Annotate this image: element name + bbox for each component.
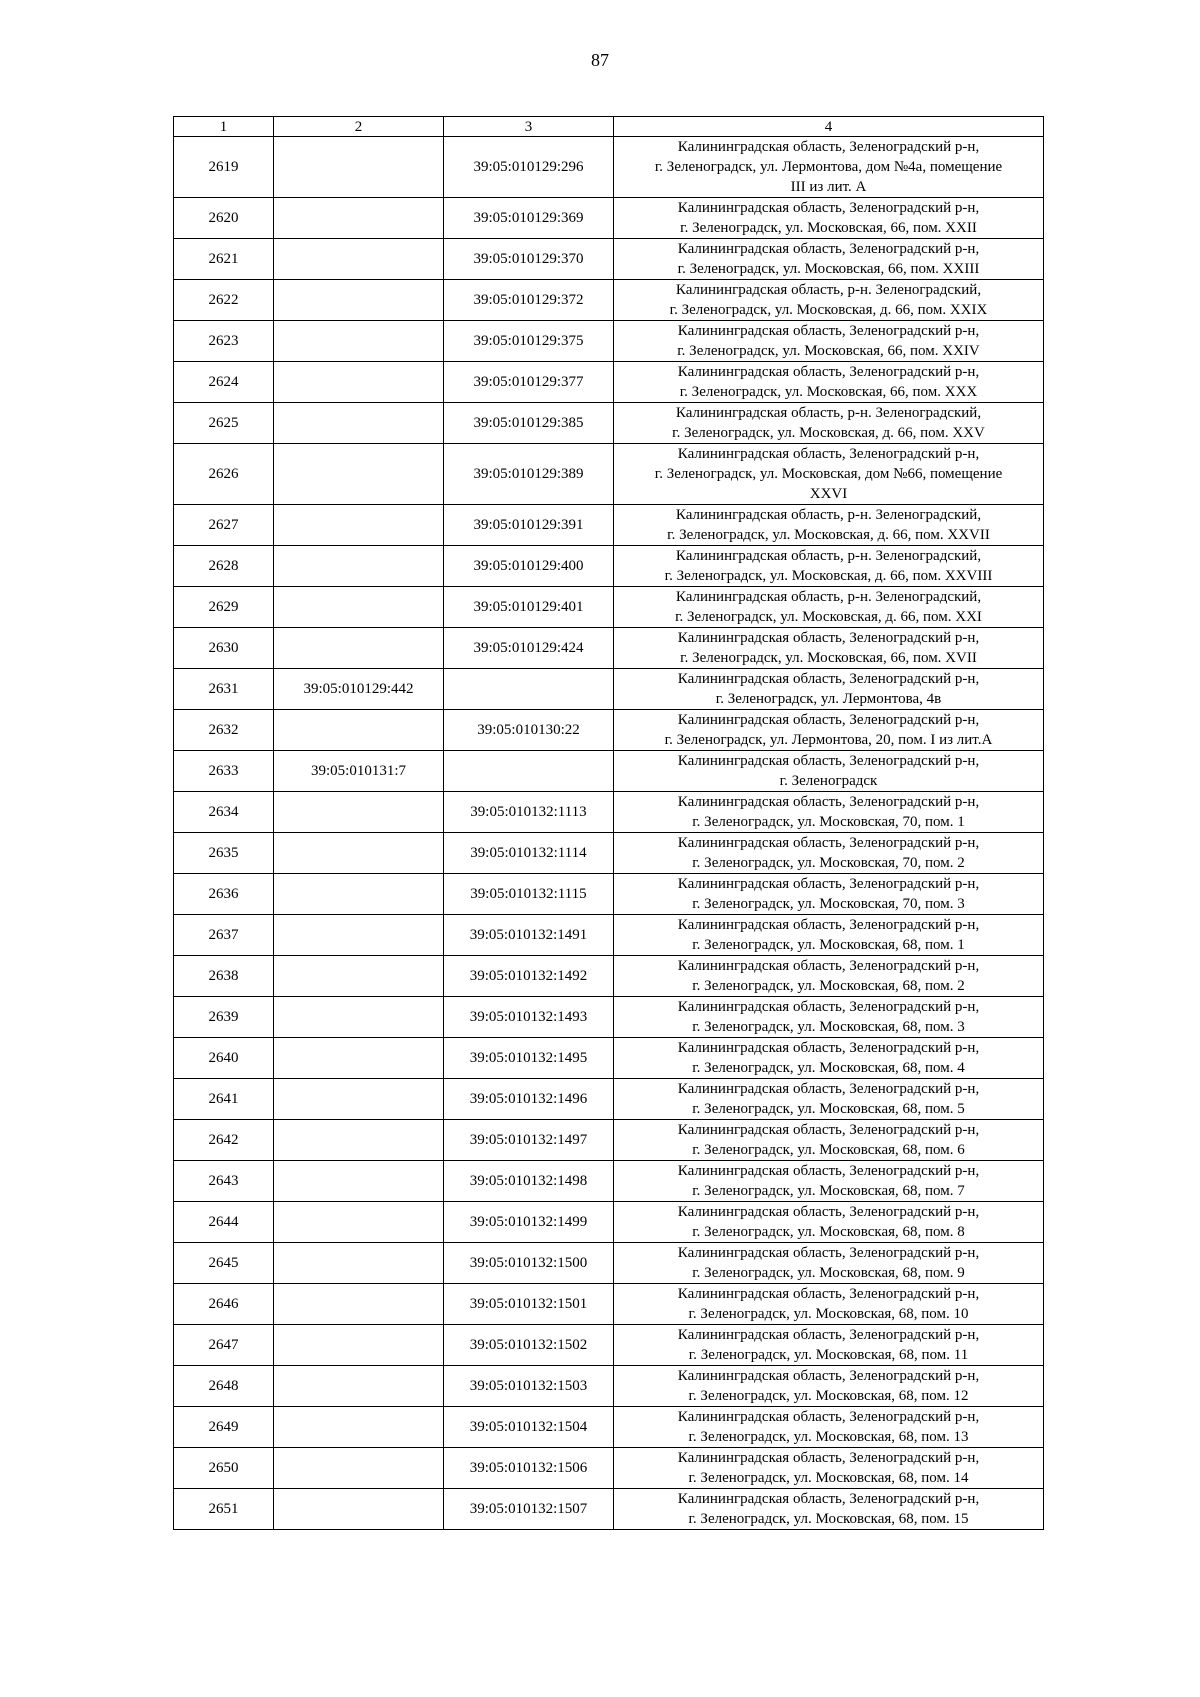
column-header-1: 1: [174, 117, 274, 137]
table-row: [174, 587, 1044, 628]
address-line: Калининградская область, Зеленоградский р-н,: [677, 1245, 980, 1261]
cadastral-number-cell: [274, 792, 444, 833]
address-line: г. Зеленоградск, ул. Московская, 68, пом. 4: [692, 1060, 965, 1076]
address-line: г. Зеленоградск, ул. Московская, д. 66, пом. XXVII: [667, 527, 990, 543]
address-cell: [614, 1079, 1044, 1120]
address-line: Калининградская область, Зеленоградский р-н,: [677, 446, 980, 462]
address-cell: [614, 1407, 1044, 1448]
row-number-cell: 2650: [174, 1448, 274, 1489]
address-line: Калининградская область, Зеленоградский р-н,: [677, 1409, 980, 1425]
table-row: [174, 1366, 1044, 1407]
cadastral-number-cell: 39:05:010132:1495: [444, 1038, 614, 1079]
cadastral-number-cell: 39:05:010129:377: [444, 362, 614, 403]
address-line: Калининградская область, Зеленоградский р-н,: [677, 630, 980, 646]
table-row: [174, 505, 1044, 546]
row-number-cell: 2637: [174, 915, 274, 956]
cadastral-number-cell: 39:05:010132:1503: [444, 1366, 614, 1407]
address-line: Калининградская область, Зеленоградский р-н,: [677, 876, 980, 892]
table-row: [174, 1202, 1044, 1243]
address-line: Калининградская область, Зеленоградский р-н,: [677, 917, 980, 933]
cadastral-number-cell: 39:05:010129:401: [444, 587, 614, 628]
table-row: [174, 874, 1044, 915]
cadastral-number-cell: 39:05:010132:1113: [444, 792, 614, 833]
address-line: III из лит. А: [790, 179, 867, 195]
row-number-cell: 2646: [174, 1284, 274, 1325]
table-row: [174, 956, 1044, 997]
address-cell: [614, 137, 1044, 198]
address-line: Калининградская область, Зеленоградский р-н,: [677, 1163, 980, 1179]
cadastral-number-cell: [274, 137, 444, 198]
address-cell: [614, 1284, 1044, 1325]
table-row: [174, 444, 1044, 505]
address-cell: [614, 1448, 1044, 1489]
table-row: [174, 321, 1044, 362]
cadastral-number-cell: [274, 546, 444, 587]
table-row: [174, 915, 1044, 956]
row-number-cell: 2630: [174, 628, 274, 669]
address-cell: [614, 587, 1044, 628]
row-number-cell: 2643: [174, 1161, 274, 1202]
address-cell: [614, 505, 1044, 546]
table-row: [174, 403, 1044, 444]
cadastral-number-cell: [274, 1038, 444, 1079]
cadastral-number-cell: 39:05:010132:1506: [444, 1448, 614, 1489]
cadastral-number-cell: [274, 321, 444, 362]
cadastral-number-cell: [274, 710, 444, 751]
address-cell: [614, 874, 1044, 915]
address-cell: [614, 833, 1044, 874]
address-line: Калининградская область, р-н. Зеленоградский,: [675, 405, 982, 421]
row-number-cell: 2621: [174, 239, 274, 280]
address-line: г. Зеленоградск, ул. Лермонтова, 20, пом. I из лит.А: [664, 732, 993, 748]
address-line: г. Зеленоградск, ул. Лермонтова, дом №4а, помещение: [654, 159, 1003, 175]
cadastral-number-cell: [274, 628, 444, 669]
row-number-cell: 2642: [174, 1120, 274, 1161]
table-row: [174, 997, 1044, 1038]
row-number-cell: 2623: [174, 321, 274, 362]
table-row: [174, 1325, 1044, 1366]
address-line: Калининградская область, Зеленоградский р-н,: [677, 712, 980, 728]
address-line: г. Зеленоградск, ул. Московская, 68, пом. 3: [692, 1019, 965, 1035]
cadastral-number-cell: 39:05:010132:1491: [444, 915, 614, 956]
cadastral-number-cell: [274, 1284, 444, 1325]
table-row: [174, 362, 1044, 403]
row-number-cell: 2651: [174, 1489, 274, 1530]
table-row: [174, 1161, 1044, 1202]
cadastral-number-cell: [274, 239, 444, 280]
address-cell: [614, 321, 1044, 362]
cadastral-number-cell: 39:05:010129:389: [444, 444, 614, 505]
row-number-cell: 2641: [174, 1079, 274, 1120]
cadastral-number-cell: 39:05:010129:369: [444, 198, 614, 239]
cadastral-number-cell: [274, 1325, 444, 1366]
cadastral-number-cell: [274, 1243, 444, 1284]
table-row: [174, 833, 1044, 874]
address-line: г. Зеленоградск, ул. Московская, д. 66, пом. XXV: [672, 425, 985, 441]
address-cell: [614, 1325, 1044, 1366]
address-line: Калининградская область, Зеленоградский р-н,: [677, 1327, 980, 1343]
row-number-cell: 2631: [174, 669, 274, 710]
table-row: [174, 1079, 1044, 1120]
column-number-row: [174, 117, 1044, 137]
address-cell: [614, 792, 1044, 833]
address-cell: [614, 444, 1044, 505]
address-line: г. Зеленоградск, ул. Московская, дом №66, помещение: [654, 466, 1003, 482]
cadastral-number-cell: 39:05:010132:1501: [444, 1284, 614, 1325]
address-line: Калининградская область, Зеленоградский р-н,: [677, 1081, 980, 1097]
address-line: Калининградская область, Зеленоградский р-н,: [677, 835, 980, 851]
table-row: [174, 1243, 1044, 1284]
row-number-cell: 2644: [174, 1202, 274, 1243]
address-line: Калининградская область, р-н. Зеленоградский,: [675, 282, 982, 298]
address-line: Калининградская область, Зеленоградский р-н,: [677, 1491, 980, 1507]
cadastral-number-cell: 39:05:010129:424: [444, 628, 614, 669]
table-row: [174, 710, 1044, 751]
row-number-cell: 2627: [174, 505, 274, 546]
cadastral-number-cell: [274, 833, 444, 874]
row-number-cell: 2633: [174, 751, 274, 792]
cadastral-number-cell: [444, 669, 614, 710]
row-number-cell: 2629: [174, 587, 274, 628]
row-number-cell: 2622: [174, 280, 274, 321]
cadastral-number-cell: [274, 956, 444, 997]
row-number-cell: 2634: [174, 792, 274, 833]
address-line: Калининградская область, Зеленоградский р-н,: [677, 794, 980, 810]
address-cell: [614, 1243, 1044, 1284]
address-line: г. Зеленоградск, ул. Московская, 66, пом. XXII: [680, 220, 977, 236]
address-line: г. Зеленоградск, ул. Московская, 68, пом. 2: [692, 978, 965, 994]
address-cell: [614, 403, 1044, 444]
table-row: [174, 1120, 1044, 1161]
cadastral-number-cell: 39:05:010132:1499: [444, 1202, 614, 1243]
address-line: г. Зеленоградск, ул. Московская, 70, пом. 1: [692, 814, 965, 830]
address-cell: [614, 546, 1044, 587]
row-number-cell: 2626: [174, 444, 274, 505]
address-line: Калининградская область, Зеленоградский р-н,: [677, 139, 980, 155]
row-number-cell: 2640: [174, 1038, 274, 1079]
table-row: [174, 1284, 1044, 1325]
address-cell: [614, 956, 1044, 997]
cadastral-number-cell: 39:05:010131:7: [274, 751, 444, 792]
table-row: [174, 280, 1044, 321]
address-cell: [614, 239, 1044, 280]
cadastral-number-cell: 39:05:010129:370: [444, 239, 614, 280]
address-cell: [614, 1366, 1044, 1407]
address-line: г. Зеленоградск, ул. Московская, 68, пом. 9: [692, 1265, 965, 1281]
page-number: 87: [591, 50, 609, 70]
address-line: Калининградская область, р-н. Зеленоградский,: [675, 507, 982, 523]
address-line: Калининградская область, Зеленоградский р-н,: [677, 753, 980, 769]
address-cell: [614, 280, 1044, 321]
cadastral-number-cell: [274, 874, 444, 915]
address-line: г. Зеленоградск, ул. Московская, д. 66, пом. XXIX: [669, 302, 988, 318]
address-cell: [614, 997, 1044, 1038]
address-line: Калининградская область, Зеленоградский р-н,: [677, 1204, 980, 1220]
row-number-cell: 2635: [174, 833, 274, 874]
address-line: г. Зеленоградск, ул. Московская, 66, пом. XXIV: [677, 343, 980, 359]
cadastral-number-cell: [274, 1407, 444, 1448]
address-line: XXVI: [809, 486, 848, 502]
row-number-cell: 2649: [174, 1407, 274, 1448]
address-line: г. Зеленоградск, ул. Московская, 68, пом. 13: [688, 1429, 969, 1445]
table-row: [174, 137, 1044, 198]
address-line: г. Зеленоградск, ул. Московская, 66, пом. XXIII: [677, 261, 980, 277]
table-row: [174, 751, 1044, 792]
address-line: Калининградская область, Зеленоградский р-н,: [677, 999, 980, 1015]
cadastral-number-cell: 39:05:010129:391: [444, 505, 614, 546]
cadastral-number-cell: 39:05:010129:296: [444, 137, 614, 198]
address-cell: [614, 1489, 1044, 1530]
address-line: г. Зеленоградск, ул. Московская, 68, пом. 12: [688, 1388, 969, 1404]
cadastral-number-cell: [274, 915, 444, 956]
cadastral-number-cell: [274, 587, 444, 628]
row-number-cell: 2638: [174, 956, 274, 997]
address-cell: [614, 1161, 1044, 1202]
registry-table-body: [174, 117, 1044, 1530]
cadastral-number-cell: [274, 1489, 444, 1530]
address-line: г. Зеленоградск, ул. Московская, д. 66, пом. XXVIII: [664, 568, 993, 584]
row-number-cell: 2648: [174, 1366, 274, 1407]
address-line: г. Зеленоградск, ул. Московская, 68, пом. 7: [692, 1183, 965, 1199]
row-number-cell: 2639: [174, 997, 274, 1038]
address-cell: [614, 710, 1044, 751]
row-number-cell: 2619: [174, 137, 274, 198]
address-line: г. Зеленоградск, ул. Московская, 68, пом. 14: [688, 1470, 969, 1486]
cadastral-number-cell: [444, 751, 614, 792]
row-number-cell: 2632: [174, 710, 274, 751]
cadastral-number-cell: 39:05:010132:1115: [444, 874, 614, 915]
cadastral-number-cell: 39:05:010129:442: [274, 669, 444, 710]
row-number-cell: 2625: [174, 403, 274, 444]
table-row: [174, 1448, 1044, 1489]
cadastral-number-cell: 39:05:010132:1493: [444, 997, 614, 1038]
cadastral-number-cell: 39:05:010132:1502: [444, 1325, 614, 1366]
address-line: Калининградская область, Зеленоградский р-н,: [677, 323, 980, 339]
cadastral-number-cell: [274, 505, 444, 546]
cadastral-number-cell: [274, 1448, 444, 1489]
address-line: г. Зеленоградск, ул. Московская, д. 66, пом. XXI: [675, 609, 982, 625]
address-cell: [614, 1202, 1044, 1243]
cadastral-number-cell: [274, 1366, 444, 1407]
address-cell: [614, 1120, 1044, 1161]
cadastral-number-cell: 39:05:010129:400: [444, 546, 614, 587]
cadastral-number-cell: 39:05:010132:1497: [444, 1120, 614, 1161]
table-row: [174, 792, 1044, 833]
table-row: [174, 1038, 1044, 1079]
cadastral-number-cell: 39:05:010132:1504: [444, 1407, 614, 1448]
cadastral-number-cell: [274, 997, 444, 1038]
address-line: Калининградская область, Зеленоградский р-н,: [677, 1040, 980, 1056]
address-line: Калининградская область, р-н. Зеленоградский,: [675, 589, 982, 605]
cadastral-number-cell: [274, 362, 444, 403]
row-number-cell: 2620: [174, 198, 274, 239]
cadastral-number-cell: 39:05:010132:1500: [444, 1243, 614, 1284]
address-line: Калининградская область, р-н. Зеленоградский,: [675, 548, 982, 564]
address-cell: [614, 628, 1044, 669]
cadastral-number-cell: 39:05:010132:1492: [444, 956, 614, 997]
table-row: [174, 239, 1044, 280]
address-line: г. Зеленоградск, ул. Московская, 66, пом. XVII: [680, 650, 977, 666]
address-line: г. Зеленоградск, ул. Московская, 68, пом. 5: [692, 1101, 965, 1117]
table-row: [174, 628, 1044, 669]
table-row: [174, 1489, 1044, 1530]
cadastral-number-cell: 39:05:010132:1498: [444, 1161, 614, 1202]
row-number-cell: 2645: [174, 1243, 274, 1284]
address-line: г. Зеленоградск, ул. Московская, 68, пом. 15: [688, 1511, 969, 1527]
cadastral-number-cell: [274, 1202, 444, 1243]
cadastral-number-cell: [274, 444, 444, 505]
address-line: г. Зеленоградск, ул. Московская, 68, пом. 11: [688, 1347, 969, 1363]
address-line: г. Зеленоградск, ул. Московская, 68, пом. 6: [692, 1142, 965, 1158]
table-row: [174, 198, 1044, 239]
row-number-cell: 2628: [174, 546, 274, 587]
column-header-2: 2: [274, 117, 444, 137]
address-line: Калининградская область, Зеленоградский р-н,: [677, 1368, 980, 1384]
address-line: г. Зеленоградск, ул. Московская, 66, пом. XXX: [679, 384, 978, 400]
table-row: [174, 669, 1044, 710]
column-header-4: 4: [614, 117, 1044, 137]
column-header-3: 3: [444, 117, 614, 137]
row-number-cell: 2636: [174, 874, 274, 915]
cadastral-number-cell: [274, 280, 444, 321]
address-line: Калининградская область, Зеленоградский р-н,: [677, 671, 980, 687]
address-cell: [614, 362, 1044, 403]
address-cell: [614, 915, 1044, 956]
address-line: Калининградская область, Зеленоградский р-н,: [677, 241, 980, 257]
cadastral-number-cell: [274, 1079, 444, 1120]
address-line: Калининградская область, Зеленоградский р-н,: [677, 958, 980, 974]
cadastral-number-cell: [274, 403, 444, 444]
address-cell: [614, 1038, 1044, 1079]
address-cell: [614, 751, 1044, 792]
address-line: г. Зеленоградск, ул. Московская, 70, пом. 3: [692, 896, 965, 912]
cadastral-number-cell: 39:05:010132:1496: [444, 1079, 614, 1120]
cadastral-number-cell: [274, 1161, 444, 1202]
address-line: г. Зеленоградск, ул. Лермонтова, 4в: [715, 691, 942, 707]
cadastral-number-cell: 39:05:010130:22: [444, 710, 614, 751]
address-line: г. Зеленоградск, ул. Московская, 68, пом. 8: [692, 1224, 965, 1240]
address-line: г. Зеленоградск, ул. Московская, 68, пом. 1: [692, 937, 965, 953]
address-line: Калининградская область, Зеленоградский р-н,: [677, 1450, 980, 1466]
row-number-cell: 2624: [174, 362, 274, 403]
cadastral-number-cell: [274, 1120, 444, 1161]
cadastral-number-cell: 39:05:010129:385: [444, 403, 614, 444]
address-line: г. Зеленоградск, ул. Московская, 70, пом. 2: [692, 855, 965, 871]
address-line: Калининградская область, Зеленоградский р-н,: [677, 1122, 980, 1138]
cadastral-number-cell: 39:05:010129:375: [444, 321, 614, 362]
address-line: г. Зеленоградск: [779, 773, 878, 789]
cadastral-number-cell: 39:05:010129:372: [444, 280, 614, 321]
table-row: [174, 546, 1044, 587]
cadastral-number-cell: 39:05:010132:1114: [444, 833, 614, 874]
registry-table: [173, 116, 1044, 1530]
address-line: Калининградская область, Зеленоградский р-н,: [677, 364, 980, 380]
address-line: Калининградская область, Зеленоградский р-н,: [677, 1286, 980, 1302]
address-cell: [614, 198, 1044, 239]
cadastral-number-cell: [274, 198, 444, 239]
address-line: Калининградская область, Зеленоградский р-н,: [677, 200, 980, 216]
table-row: [174, 1407, 1044, 1448]
row-number-cell: 2647: [174, 1325, 274, 1366]
address-cell: [614, 669, 1044, 710]
cadastral-number-cell: 39:05:010132:1507: [444, 1489, 614, 1530]
address-line: г. Зеленоградск, ул. Московская, 68, пом. 10: [688, 1306, 969, 1322]
